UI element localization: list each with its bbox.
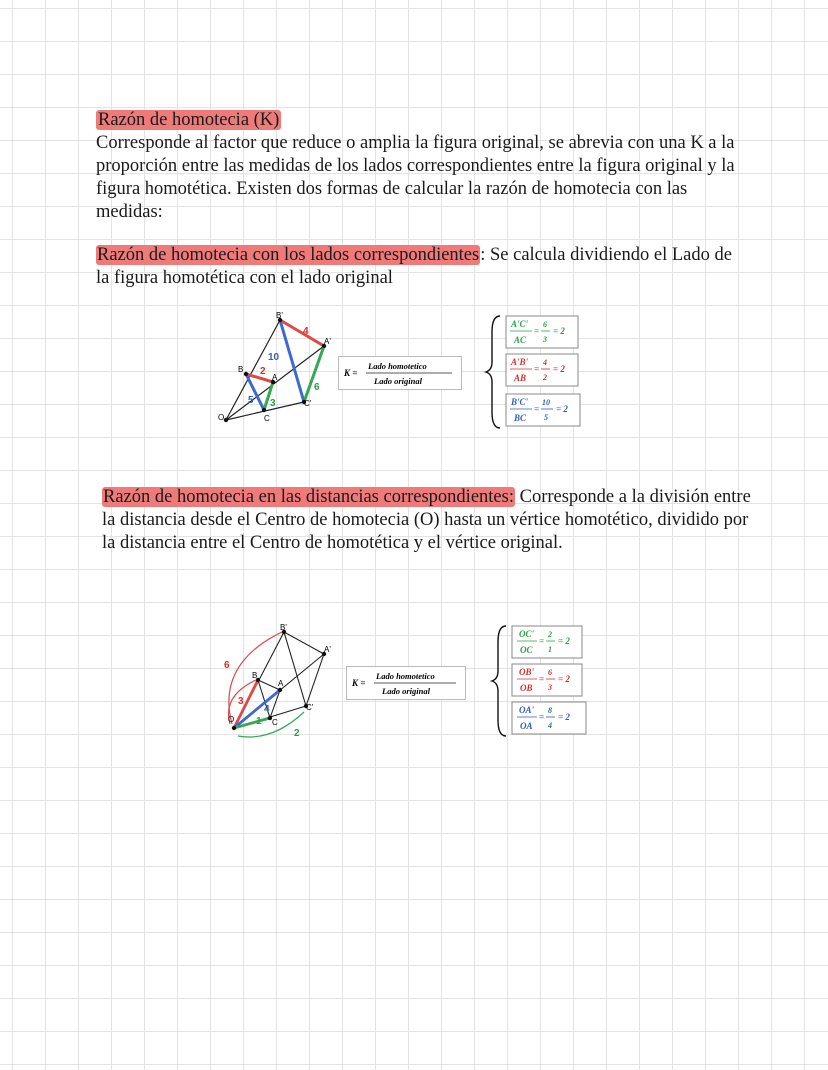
homothety-diagram-sides [218,312,338,427]
svg-text:=: = [539,636,545,646]
svg-text:= 2: = 2 [558,636,570,646]
svg-text:= 2: = 2 [558,674,570,684]
homothety-diagram-distances [220,624,330,744]
len-green-top: 6 [314,382,320,393]
k-label-2: K = [352,678,366,688]
ratio-a-c [506,316,578,348]
svg-text:=: = [534,364,540,374]
len-blue-small: 5 [248,395,254,406]
ratio-oc [512,626,582,658]
len-green-small: 3 [270,398,276,409]
len2-green-small: 1 [256,716,262,727]
svg-text:10: 10 [542,398,550,407]
ratio-oa [512,702,586,734]
svg-text:= 2: = 2 [553,364,565,374]
k-numerator: Lado homotetico [368,361,427,371]
label-B-prime: B' [276,311,283,320]
svg-text:=: = [539,674,545,684]
len2-red-small: 3 [238,696,244,707]
svg-text:A'B': A'B' [511,357,529,367]
label2-B-prime: B' [280,623,287,632]
svg-text:OA: OA [520,721,533,731]
svg-text:= 2: = 2 [553,326,565,336]
svg-text:6: 6 [543,320,547,329]
label-B: B [238,365,244,374]
definition-text: Corresponde al factor que reduce o amplia la figura original, se abrevia con una K a la proporción entre las medidas de los lados correspondientes entre la figura original y la figura homotética. Existen dos formas de calcular la razón de homotecia con las medidas: [96,133,735,222]
len-red-small: 2 [260,366,266,377]
svg-text:OB': OB' [519,667,535,677]
svg-text:OC': OC' [519,629,535,639]
label2-C-prime: C' [306,703,314,712]
svg-text:= 2: = 2 [556,404,568,414]
len-red-top: 4 [303,326,309,337]
svg-text:5: 5 [544,413,548,422]
k-denominator-2: Lado original [382,686,430,696]
section-definition [96,109,746,224]
svg-text:OB: OB [520,683,533,693]
ratio-ob [512,664,582,696]
label2-O: O [228,715,235,724]
svg-text:6: 6 [548,668,552,677]
k-denominator: Lado original [374,376,422,386]
ratio-a-b [506,354,578,386]
label-A-prime: A' [324,337,331,346]
label2-C: C [272,718,278,727]
label2-A-prime: A' [324,645,331,654]
svg-text:OC: OC [520,645,533,655]
svg-text:2: 2 [548,630,552,639]
label-C-prime: C' [304,399,312,408]
section-lados [96,244,746,290]
svg-text:8: 8 [548,706,552,715]
len-blue-top: 10 [268,352,280,363]
svg-text:4: 4 [548,721,552,730]
ratios-sides [486,314,586,430]
svg-text:= 2: = 2 [558,712,570,722]
heading-distancias-correspondientes: Razón de homotecia en las distancias correspondientes: [103,487,514,507]
label2-A: A [278,679,284,688]
svg-text:OA': OA' [519,705,535,715]
k-formula-box [338,356,462,390]
label-O: O [218,413,225,422]
svg-text:3: 3 [543,335,547,344]
label-A: A [272,373,278,382]
ratios-distances [492,624,590,738]
svg-text:2: 2 [543,373,547,382]
svg-text:=: = [534,404,540,414]
svg-text:1: 1 [548,645,552,654]
ratio-b-c [506,394,580,426]
k-formula-box-2 [346,666,466,700]
label-C: C [264,414,270,423]
len2-blue: 4 [264,704,270,715]
k-numerator-2: Lado homotetico [376,671,435,681]
svg-text:4: 4 [543,358,547,367]
lados-text: : Se calcula dividiendo el Lado de la figura homotética con el lado original [96,245,732,288]
svg-text:AC: AC [514,335,527,345]
k-label: K = [344,368,358,378]
svg-text:B'C': B'C' [511,397,529,407]
svg-text:=: = [534,326,540,336]
svg-text:=: = [539,712,545,722]
heading-lados-correspondientes: Razón de homotecia con los lados correspondientes [97,245,480,265]
svg-text:AB: AB [514,373,527,383]
svg-text:3: 3 [548,683,552,692]
heading-razon-homotecia: Razón de homotecia (K) [98,110,280,130]
section-distancias [102,486,752,555]
svg-text:A'C': A'C' [511,319,529,329]
distancias-text: Corresponde a la división entre la distancia desde el Centro de homotecia (O) hasta un vértice homotético, dividido por la distancia entre el Centro de homotética y el vértice original. [102,487,751,553]
label2-B: B [252,671,258,680]
svg-text:BC: BC [514,413,527,423]
len2-green-big: 2 [294,728,300,739]
len2-red-big: 6 [224,660,230,671]
